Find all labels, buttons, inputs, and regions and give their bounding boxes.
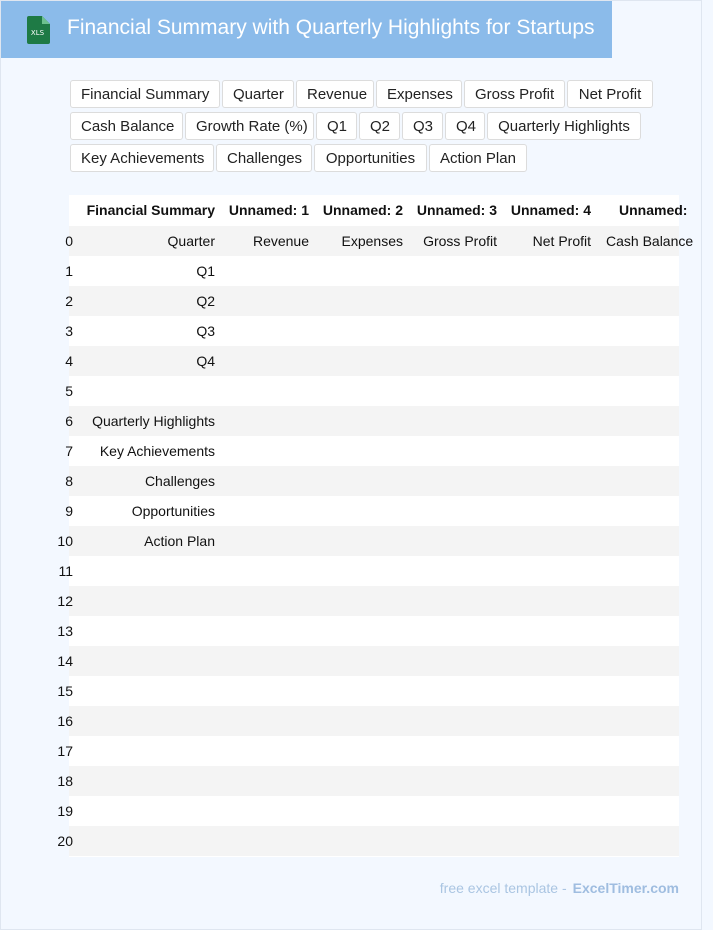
row-index: 20 — [57, 833, 73, 849]
table-cell[interactable] — [309, 766, 403, 796]
table-cell[interactable]: Q2 — [196, 293, 215, 309]
table-cell[interactable] — [497, 376, 591, 406]
table-cell[interactable] — [591, 526, 700, 556]
table-cell[interactable] — [591, 736, 700, 766]
table-row — [65, 466, 679, 496]
table-row — [65, 256, 679, 286]
table-row — [57, 646, 679, 676]
table-cell[interactable] — [403, 316, 497, 346]
tab-q1[interactable]: Q1 — [316, 112, 357, 140]
row-index: 7 — [65, 443, 73, 459]
table-cell[interactable] — [69, 586, 215, 616]
table-cell[interactable] — [403, 496, 497, 526]
table-cell[interactable] — [403, 766, 497, 796]
table-cell[interactable] — [497, 796, 591, 826]
table-cell[interactable] — [591, 706, 700, 736]
table-row — [57, 736, 679, 766]
row-index: 5 — [65, 383, 73, 399]
table-cell[interactable] — [309, 286, 403, 316]
table-cell[interactable] — [309, 496, 403, 526]
table-cell[interactable] — [403, 436, 497, 466]
column-header[interactable]: Unnamed: 3 — [416, 202, 497, 218]
table-cell[interactable] — [215, 706, 309, 736]
footer-brand-link[interactable]: ExcelTimer.com — [572, 880, 679, 896]
title-bar — [1, 1, 612, 58]
table-cell[interactable] — [403, 286, 497, 316]
table-cell[interactable] — [69, 676, 215, 706]
table-cell[interactable] — [69, 826, 215, 856]
table-cell[interactable] — [309, 706, 403, 736]
table-cell[interactable]: Quarterly Highlights — [92, 413, 215, 429]
table-cell[interactable] — [215, 526, 309, 556]
table-cell[interactable] — [309, 316, 403, 346]
table-cell[interactable]: Net Profit — [532, 233, 591, 249]
row-index: 11 — [58, 563, 73, 579]
tab-growth-rate[interactable]: Growth Rate (%) — [185, 112, 314, 140]
table-cell[interactable] — [215, 676, 309, 706]
tab-opportunities[interactable]: Opportunities — [314, 144, 427, 172]
table-cell[interactable]: Gross Profit — [423, 233, 497, 249]
table-cell[interactable] — [309, 826, 403, 856]
table-cell[interactable] — [591, 316, 700, 346]
table-cell[interactable] — [497, 286, 591, 316]
table-cell[interactable] — [497, 736, 591, 766]
table-cell[interactable] — [215, 436, 309, 466]
table-cell[interactable]: Key Achievements — [99, 443, 215, 459]
table-cell[interactable] — [403, 826, 497, 856]
table-cell[interactable] — [309, 436, 403, 466]
row-index: 12 — [57, 593, 73, 609]
table-cell[interactable] — [215, 826, 309, 856]
table-cell[interactable] — [69, 646, 215, 676]
table-cell[interactable] — [591, 286, 700, 316]
table-cell[interactable] — [69, 736, 215, 766]
table-cell[interactable] — [497, 616, 591, 646]
table-cell[interactable] — [309, 526, 403, 556]
table-cell[interactable] — [309, 736, 403, 766]
table-cell[interactable] — [591, 256, 700, 286]
column-header[interactable]: Unnamed: 2 — [322, 202, 403, 218]
row-index: 10 — [57, 533, 73, 549]
table-cell[interactable] — [497, 496, 591, 526]
table-cell[interactable] — [309, 586, 403, 616]
table-cell[interactable] — [591, 436, 700, 466]
table-cell[interactable]: Q4 — [196, 353, 215, 369]
table-cell[interactable] — [215, 646, 309, 676]
tab-financial-summary[interactable]: Financial Summary — [70, 80, 220, 108]
table-cell[interactable] — [497, 346, 591, 376]
tab-revenue[interactable]: Revenue — [296, 80, 374, 108]
table-cell[interactable] — [309, 256, 403, 286]
table-cell[interactable] — [497, 526, 591, 556]
table-cell[interactable] — [309, 616, 403, 646]
tab-gross-profit[interactable]: Gross Profit — [464, 80, 565, 108]
row-index: 1 — [65, 263, 73, 279]
table-cell[interactable] — [215, 766, 309, 796]
table-cell[interactable] — [215, 736, 309, 766]
xls-icon-label: XLS — [30, 29, 45, 37]
table-cell[interactable] — [69, 556, 215, 586]
table-cell[interactable] — [215, 346, 309, 376]
tab-quarterly-highlights[interactable]: Quarterly Highlights — [487, 112, 641, 140]
table-cell[interactable] — [309, 556, 403, 586]
table-header-row — [69, 195, 688, 227]
table-cell[interactable]: Expenses — [341, 233, 403, 249]
table-cell[interactable] — [403, 676, 497, 706]
footer — [440, 880, 679, 896]
column-header[interactable]: Unnamed: 1 — [228, 202, 309, 218]
table-cell[interactable] — [403, 706, 497, 736]
table-cell[interactable] — [497, 766, 591, 796]
table-row — [57, 766, 679, 796]
table-row — [65, 346, 679, 376]
row-index: 15 — [57, 683, 73, 699]
table-cell[interactable] — [309, 676, 403, 706]
table-cell[interactable] — [69, 376, 215, 406]
table-cell[interactable] — [403, 616, 497, 646]
table-row — [65, 376, 679, 406]
table-row — [57, 676, 679, 706]
footer-text: free excel template - — [439, 880, 567, 896]
table-cell[interactable] — [497, 256, 591, 286]
data-table — [57, 195, 694, 857]
row-index: 4 — [65, 353, 73, 369]
table-cell[interactable] — [215, 466, 309, 496]
table-cell[interactable] — [69, 766, 215, 796]
table-cell[interactable]: Q3 — [196, 323, 215, 339]
column-header[interactable]: Financial Summary — [86, 202, 215, 218]
table-cell[interactable] — [215, 796, 309, 826]
table-row — [65, 316, 679, 346]
table-cell[interactable] — [403, 736, 497, 766]
table-row — [65, 286, 679, 316]
row-index: 8 — [65, 473, 73, 489]
table-cell[interactable] — [309, 646, 403, 676]
row-index: 13 — [57, 623, 73, 639]
table-cell[interactable] — [403, 556, 497, 586]
table-row — [57, 706, 679, 736]
table-cell[interactable] — [591, 346, 700, 376]
table-cell[interactable]: Quarter — [167, 233, 215, 249]
table-row — [57, 826, 679, 856]
table-cell[interactable] — [403, 406, 497, 436]
table-cell[interactable] — [497, 826, 591, 856]
table-cell[interactable] — [215, 286, 309, 316]
row-index: 14 — [57, 653, 73, 669]
table-cell[interactable] — [215, 586, 309, 616]
table-row — [57, 796, 679, 826]
table-cell[interactable] — [309, 406, 403, 436]
table-cell[interactable]: Revenue — [252, 233, 309, 249]
tab-expenses[interactable]: Expenses — [376, 80, 462, 108]
table-cell[interactable] — [403, 376, 497, 406]
tab-cash-balance[interactable]: Cash Balance — [70, 112, 183, 140]
page-title: Financial Summary with Quarterly Highlights for Startups — [67, 16, 595, 39]
table-cell[interactable]: Opportunities — [131, 503, 215, 519]
table-cell[interactable] — [403, 346, 497, 376]
table-cell[interactable] — [591, 646, 700, 676]
table-cell[interactable] — [403, 256, 497, 286]
table-cell[interactable] — [591, 466, 700, 496]
tab-key-achievements[interactable]: Key Achievements — [70, 144, 214, 172]
table-cell[interactable]: Challenges — [144, 473, 215, 489]
table-cell[interactable] — [591, 406, 700, 436]
table-cell[interactable] — [591, 496, 700, 526]
row-index: 9 — [65, 503, 73, 519]
table-cell[interactable] — [497, 556, 591, 586]
column-header[interactable]: Unnamed: — [619, 202, 688, 218]
table-cell[interactable] — [591, 556, 700, 586]
table-cell[interactable] — [215, 316, 309, 346]
table-cell[interactable] — [69, 616, 215, 646]
tab-action-plan[interactable]: Action Plan — [429, 144, 527, 172]
table-cell[interactable] — [309, 346, 403, 376]
tab-quarter[interactable]: Quarter — [222, 80, 294, 108]
table-cell[interactable] — [309, 796, 403, 826]
table-cell[interactable] — [215, 376, 309, 406]
table-row — [65, 226, 694, 256]
table-row — [57, 616, 679, 646]
table-cell[interactable] — [591, 586, 700, 616]
table-cell[interactable] — [215, 616, 309, 646]
table-cell[interactable] — [69, 706, 215, 736]
table-row — [65, 496, 679, 526]
table-row — [65, 406, 679, 436]
table-cell[interactable] — [403, 526, 497, 556]
table-cell[interactable] — [591, 766, 700, 796]
table-cell[interactable] — [591, 826, 700, 856]
row-index: 17 — [57, 743, 73, 759]
table-cell[interactable] — [403, 646, 497, 676]
row-index: 6 — [65, 413, 73, 429]
table-cell[interactable] — [497, 676, 591, 706]
table-cell[interactable] — [215, 406, 309, 436]
tab-net-profit[interactable]: Net Profit — [567, 80, 653, 108]
table-cell[interactable] — [69, 796, 215, 826]
row-index: 18 — [57, 773, 73, 789]
tab-q2[interactable]: Q2 — [359, 112, 400, 140]
table-cell[interactable] — [591, 376, 700, 406]
table-cell[interactable] — [591, 616, 700, 646]
table-cell[interactable] — [403, 796, 497, 826]
table-cell[interactable]: Q1 — [196, 263, 215, 279]
table-cell[interactable] — [497, 706, 591, 736]
table-cell[interactable]: Cash Balance — [606, 233, 694, 249]
table-cell[interactable] — [215, 256, 309, 286]
table-cell[interactable] — [403, 586, 497, 616]
table-row — [58, 556, 679, 586]
table-cell[interactable] — [497, 646, 591, 676]
row-index: 3 — [65, 323, 73, 339]
table-cell[interactable] — [497, 466, 591, 496]
table-cell[interactable] — [497, 586, 591, 616]
table-cell[interactable] — [591, 676, 700, 706]
table-row — [65, 436, 679, 466]
column-header[interactable]: Unnamed: 4 — [510, 202, 591, 218]
table-cell[interactable] — [591, 796, 700, 826]
row-index: 2 — [65, 293, 73, 309]
tab-challenges[interactable]: Challenges — [216, 144, 312, 172]
table-cell[interactable] — [497, 436, 591, 466]
row-index: 19 — [57, 803, 73, 819]
table-cell[interactable]: Action Plan — [144, 533, 215, 549]
table-cell[interactable] — [497, 316, 591, 346]
table-cell[interactable] — [403, 466, 497, 496]
tab-q3[interactable]: Q3 — [402, 112, 443, 140]
table-cell[interactable] — [215, 556, 309, 586]
table-row — [57, 586, 679, 616]
xls-file-icon — [23, 15, 51, 45]
row-index: 16 — [57, 713, 73, 729]
tab-q4[interactable]: Q4 — [445, 112, 485, 140]
table-cell[interactable] — [497, 406, 591, 436]
table-cell[interactable] — [215, 496, 309, 526]
table-row — [57, 526, 679, 556]
table-cell[interactable] — [309, 376, 403, 406]
table-cell[interactable] — [309, 466, 403, 496]
row-index: 0 — [65, 233, 73, 249]
